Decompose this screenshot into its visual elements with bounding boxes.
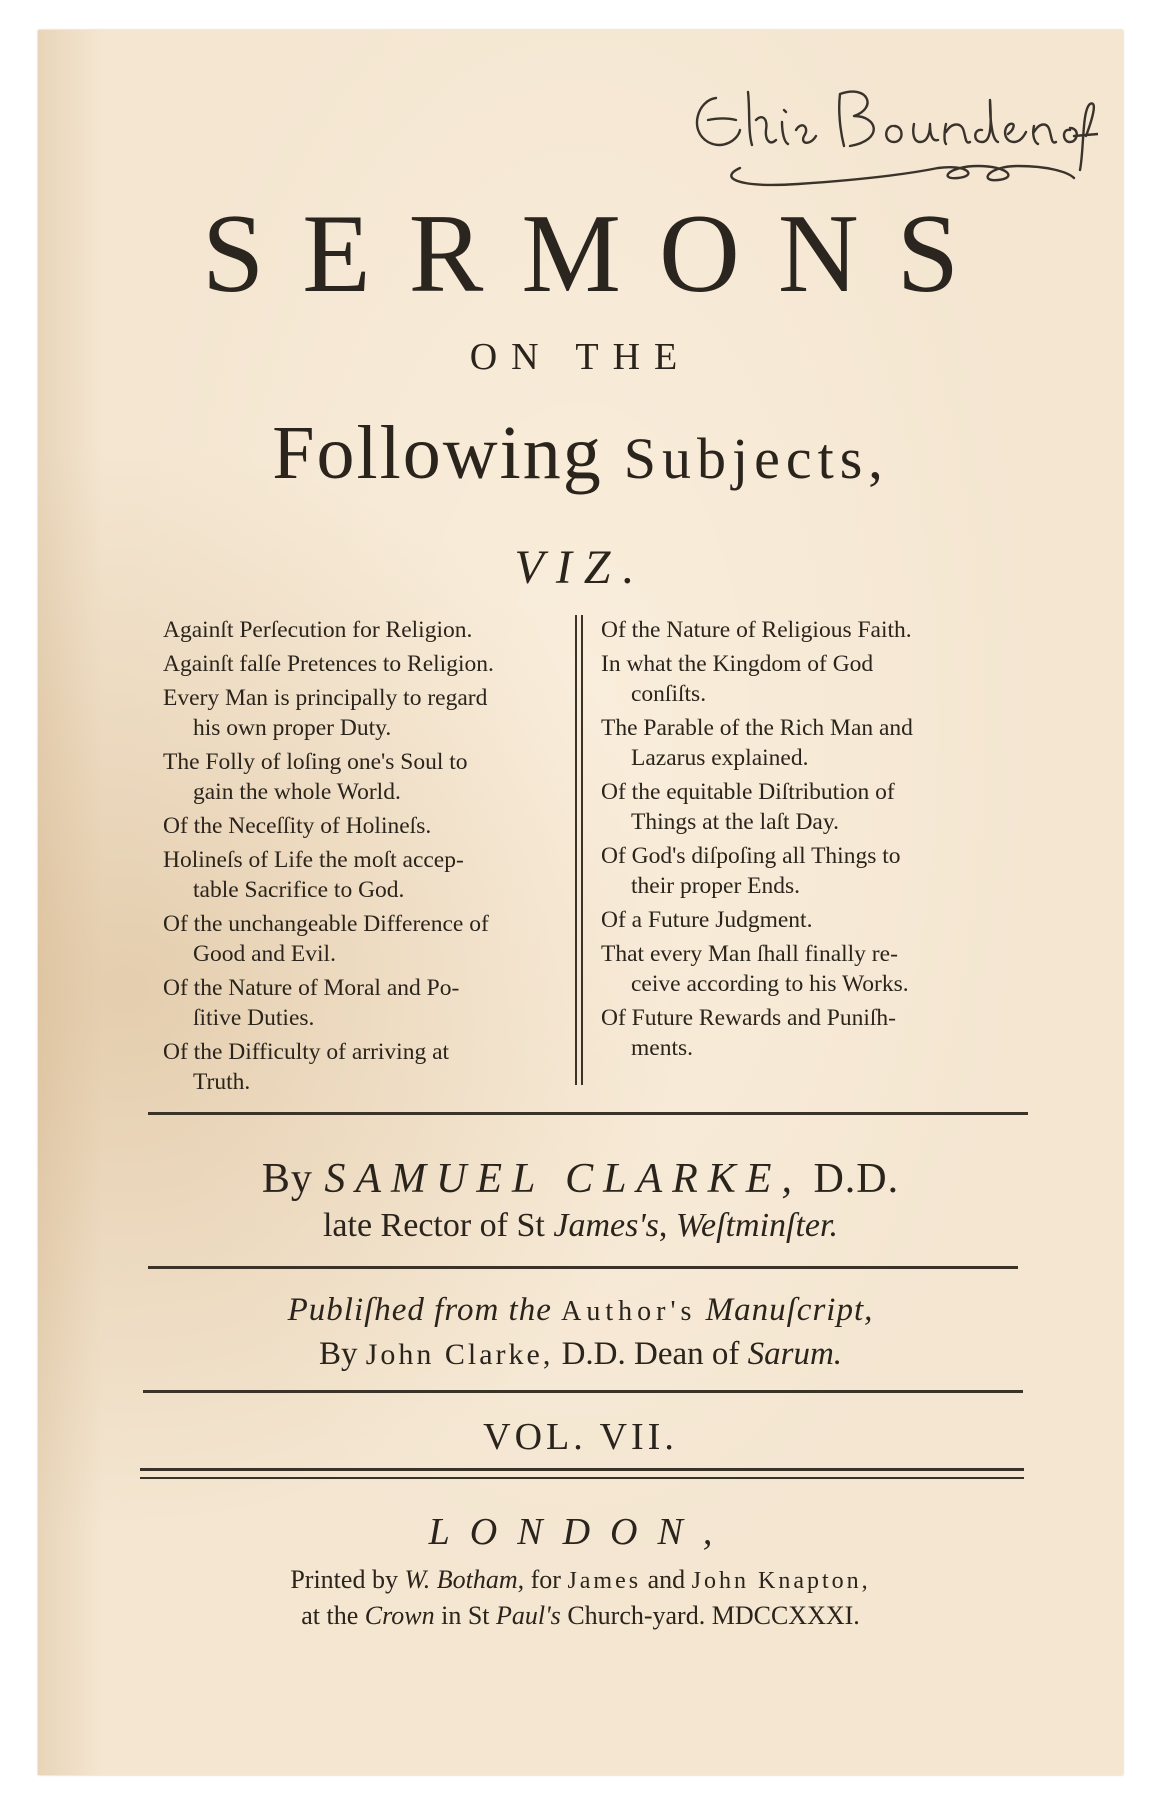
subject-line-continued: Truth.	[193, 1069, 251, 1095]
imprint-printed-by: Printed by	[290, 1565, 398, 1594]
imprint-printer: W. Botham,	[404, 1565, 525, 1594]
imprint-printer-line	[38, 1565, 1123, 1595]
subject-line: In what the Kingdom of God	[601, 651, 874, 677]
subject-line: Every Man is principally to regard	[163, 685, 488, 711]
subject-line-continued: Things at the laſt Day.	[631, 809, 839, 835]
subject-line-continued: gain the whole World.	[193, 779, 401, 805]
rector-text: late Rector of St	[322, 1207, 545, 1244]
subject-line: Of the Difficulty of arriving at	[163, 1039, 450, 1065]
rector-church: James's	[553, 1207, 659, 1244]
subject-line-continued: ments.	[631, 1035, 694, 1061]
author-by: By	[261, 1156, 313, 1202]
subject-item	[163, 615, 563, 645]
imprint-churchyard-date: Church-yard. MDCCXXXI.	[567, 1601, 860, 1630]
subject-line: Againſt falſe Pretences to Religion.	[163, 651, 494, 677]
subjects-right-column	[601, 615, 1023, 1067]
column-divider	[575, 615, 583, 1085]
subject-item	[163, 845, 563, 905]
subject-line-continued: Good and Evil.	[193, 941, 336, 967]
subject-line: Holineſs of Life the moſt accep-	[163, 847, 464, 873]
subject-line: The Parable of the Rich Man and	[601, 715, 913, 741]
subject-item	[601, 713, 1023, 773]
author-position	[38, 1207, 1123, 1245]
imprint-pauls: Paul's	[496, 1601, 561, 1630]
title-main: SERMONS	[201, 192, 998, 316]
subject-item	[163, 909, 563, 969]
imprint-publisher-2: John Knapton,	[691, 1568, 871, 1594]
subject-item	[601, 1003, 1023, 1063]
subject-item	[601, 649, 1023, 709]
subject-item	[163, 811, 563, 841]
subject-line-continued: Lazarus explained.	[631, 745, 809, 771]
subject-item	[163, 1037, 563, 1097]
editor-by: By	[318, 1336, 358, 1372]
subject-line: The Folly of loſing one's Soul to	[163, 749, 468, 775]
published-from: Publiſhed from the	[287, 1292, 552, 1328]
subject-item	[163, 649, 563, 679]
volume-number: VOL. VII.	[483, 1416, 678, 1458]
signature-drawing	[678, 70, 1098, 200]
subject-line-continued: his own proper Duty.	[193, 715, 392, 741]
editor-title: D.D. Dean of	[561, 1336, 740, 1372]
rector-place: Weſtminſter.	[675, 1207, 838, 1244]
editor-name: John Clarke,	[365, 1338, 554, 1371]
subject-line-continued: table Sacrifice to God.	[193, 877, 405, 903]
rule-top	[148, 1112, 1028, 1115]
imprint-publisher-1: James	[567, 1568, 642, 1594]
editor-place: Sarum.	[747, 1336, 843, 1372]
imprint-address-line	[38, 1601, 1123, 1631]
title-page	[38, 30, 1123, 1775]
imprint-and: and	[647, 1565, 686, 1594]
rule-middle	[148, 1266, 1018, 1269]
subject-item	[163, 747, 563, 807]
imprint-for: for	[530, 1565, 561, 1594]
subject-item	[163, 683, 563, 743]
author-name: SAMUEL CLARKE,	[324, 1156, 802, 1202]
subject-item	[601, 905, 1023, 935]
subject-line: Of Future Rewards and Puniſh-	[601, 1005, 897, 1031]
title-on-the: ON THE	[469, 336, 692, 378]
title-following-subjects	[38, 410, 1123, 497]
subject-item	[601, 939, 1023, 999]
rule-lower	[143, 1390, 1023, 1393]
subject-line: Againſt Perſecution for Religion.	[163, 617, 473, 643]
subject-line: That every Man ſhall finally re-	[601, 941, 898, 967]
subject-item	[601, 841, 1023, 901]
subject-line-continued: their proper Ends.	[631, 873, 801, 899]
rule-double	[140, 1468, 1024, 1479]
title-viz: VIZ.	[514, 541, 647, 594]
published-line	[38, 1292, 1123, 1329]
imprint-sign: Crown	[364, 1601, 435, 1630]
subject-item	[163, 973, 563, 1033]
subject-line: Of the unchangeable Difference of	[163, 911, 489, 937]
subject-item	[601, 777, 1023, 837]
subjects-list	[163, 615, 1023, 1095]
rector-comma: ,	[658, 1207, 668, 1244]
title-following-word: Following	[272, 411, 603, 495]
editor-line	[38, 1336, 1123, 1373]
subject-line: Of God's diſpoſing all Things to	[601, 843, 901, 869]
handwritten-signature	[678, 70, 1098, 200]
imprint-city: LONDON,	[428, 1511, 733, 1553]
author-line	[38, 1155, 1123, 1203]
published-manuscript: Manuſcript,	[705, 1292, 874, 1328]
title-subjects-word: Subjects,	[623, 426, 889, 491]
imprint-at-the: at the	[301, 1601, 359, 1630]
author-degree: D.D.	[813, 1156, 900, 1202]
subject-line: Of the Nature of Moral and Po-	[163, 975, 460, 1001]
published-author: Author's	[561, 1296, 697, 1327]
subject-line-continued: conſiſts.	[631, 681, 707, 707]
subjects-left-column	[163, 615, 563, 1101]
subject-line: Of the Nature of Religious Faith.	[601, 617, 912, 643]
subject-line: Of the Neceſſity of Holineſs.	[163, 813, 432, 839]
subject-line-continued: ſitive Duties.	[193, 1005, 315, 1031]
subject-line-continued: ceive according to his Works.	[631, 971, 909, 997]
subject-line: Of the equitable Diſtribution of	[601, 779, 895, 805]
imprint-in-st: in St	[441, 1601, 490, 1630]
subject-line: Of a Future Judgment.	[601, 907, 813, 933]
subject-item	[601, 615, 1023, 645]
